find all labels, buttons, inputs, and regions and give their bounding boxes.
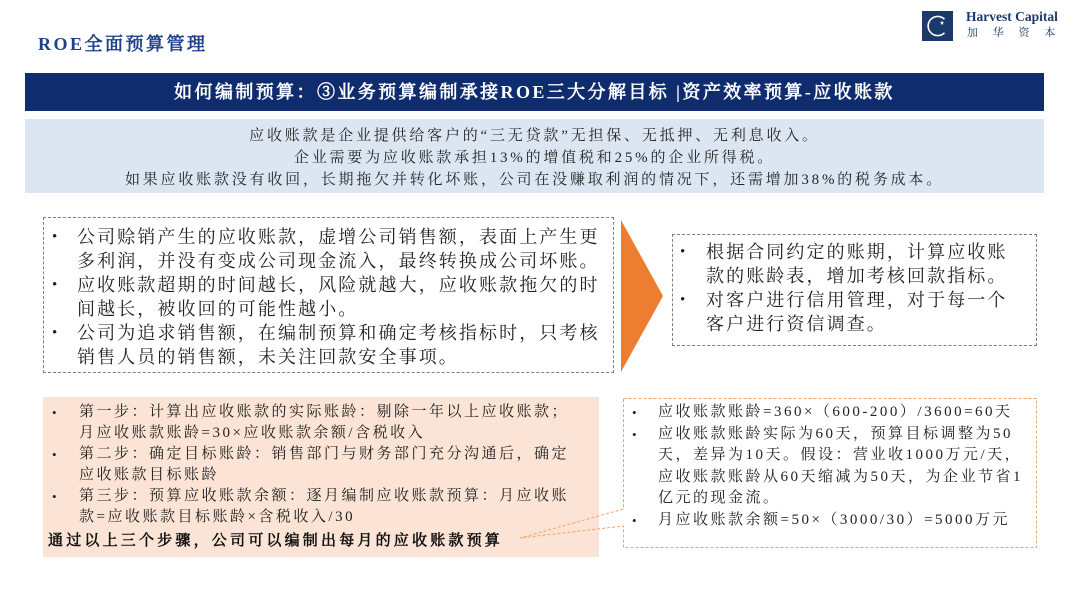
bullet-icon	[680, 240, 685, 264]
problem-item	[44, 225, 607, 273]
step-item	[43, 444, 577, 486]
example-text: 月应收账款余额=50×（3000/30）=5000万元	[658, 511, 1011, 528]
example-item	[623, 424, 1026, 510]
logo-name-cn: 加 华 资 本	[967, 27, 1062, 39]
solution-text: 根据合同约定的账期，计算应收账款的账龄表，增加考核回款指标。	[706, 242, 1008, 286]
problem-text: 公司为追求销售额，在编制预算和确定考核指标时，只考核销售人员的销售额，未关注回款安全事项。	[77, 323, 600, 367]
problem-item	[44, 321, 607, 369]
bullet-icon	[632, 510, 637, 532]
problem-text: 公司赊销产生的应收账款，虚增公司销售额，表面上产生更多利润，并没有变成公司现金流入，最终转换成公司坏账。	[77, 227, 600, 271]
problem-text: 应收账款超期的时间越长，风险就越大，应收账款拖欠的时间越长，被收回的可能性越小。	[77, 275, 600, 319]
solutions-box	[672, 234, 1037, 346]
bullet-icon	[52, 273, 57, 297]
step-item	[43, 402, 577, 444]
bullet-icon	[52, 321, 57, 345]
example-callout-box	[623, 399, 1037, 548]
bullet-icon	[632, 402, 637, 424]
bullet-icon	[52, 486, 57, 507]
bullet-icon	[52, 225, 57, 249]
solution-item	[673, 240, 1016, 288]
bullet-icon	[52, 402, 57, 423]
step-text: 第三步：预算应收账款余额：逐月编制应收账款预算：月应收账款=应收账款目标账龄×含税收入/30	[79, 488, 570, 525]
steps-conclusion: 通过以上三个步骤，公司可以编制出每月的应收账款预算	[48, 533, 504, 549]
right-arrow-icon	[621, 220, 663, 372]
logo-name-en: Harvest Capital	[966, 9, 1058, 24]
harvest-capital-logo-icon	[922, 11, 953, 41]
bullet-icon	[632, 424, 637, 446]
intro-box	[25, 119, 1044, 193]
step-text: 第二步：确定目标账龄：销售部门与财务部门充分沟通后，确定应收账款目标账龄	[79, 446, 570, 483]
step-item	[43, 486, 577, 528]
example-item	[623, 510, 1026, 532]
intro-line: 企业需要为应收账款承担13%的增值税和25%的企业所得税。	[293, 150, 776, 166]
intro-line: 应收账款是企业提供给客户的“三无贷款”无担保、无抵押、无利息收入。	[249, 128, 820, 144]
intro-line: 如果应收账款没有收回，长期拖欠并转化坏账，公司在没赚取利润的情况下，还需增加38%的税务成本。	[124, 172, 945, 188]
solution-item	[673, 288, 1016, 336]
problem-item	[44, 273, 607, 321]
step-text: 第一步：计算出应收账款的实际账龄：剔除一年以上应收账款；月应收账款账龄=30×应收账款余额/含税收入	[79, 404, 570, 441]
bullet-icon	[52, 444, 57, 465]
example-text: 应收账款账龄=360×（600-200）/3600=60天	[658, 404, 1013, 420]
bullet-icon	[680, 288, 685, 312]
solution-text: 对客户进行信用管理，对于每一个客户进行资信调查。	[706, 290, 1008, 334]
problems-box	[43, 217, 614, 373]
slide-title: ROE全面预算管理	[38, 34, 208, 54]
example-item	[623, 402, 1026, 424]
steps-box	[43, 397, 599, 557]
section-banner: 如何编制预算：③业务预算编制承接ROE三大分解目标 |资产效率预算-应收账款	[25, 73, 1044, 111]
example-text: 应收账款账龄实际为60天，预算目标调整为50天，差异为10天。假设：营业收1000万元/天，应收账款账龄从60天缩减为50天，为企业节省1亿元的现金流。	[658, 425, 1024, 506]
